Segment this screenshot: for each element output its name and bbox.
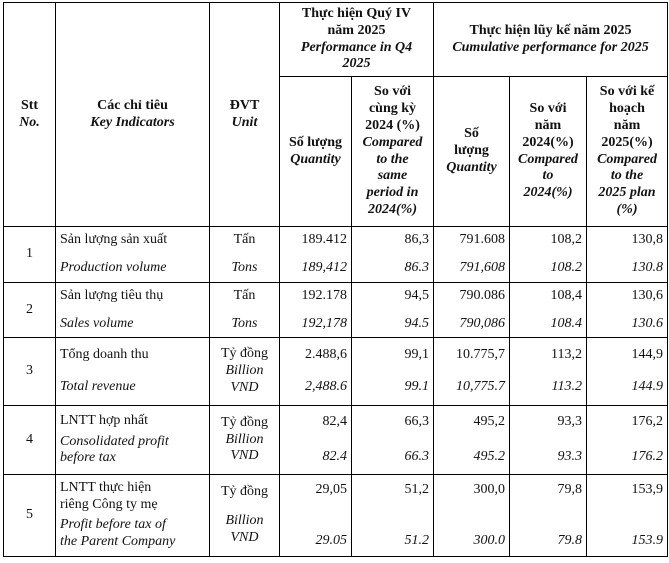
row-indicator — [56, 406, 210, 475]
cum-qty-en: 300.0 — [473, 532, 505, 548]
unit-en: Tons — [231, 260, 258, 275]
indicator-vn-2: riêng Công ty mẹ — [60, 497, 158, 513]
table-row — [4, 475, 668, 557]
q4-cmp-vn: 94,5 — [404, 287, 429, 303]
unit-en-2: VND — [230, 379, 259, 395]
unit-en-1: Billion — [225, 513, 264, 529]
header-q4-qty-en: Quantity — [290, 151, 341, 167]
q4-qty-cell — [280, 338, 352, 406]
plan-cmp-en: 130.6 — [631, 315, 664, 331]
q4-cmp-cell — [352, 338, 434, 406]
plan-cmp-vn: 130,6 — [631, 287, 664, 303]
cum-cmp-en: 108.4 — [550, 315, 582, 331]
q4-qty-vn: 192.178 — [301, 287, 347, 303]
indicator-vn: Tổng doanh thu — [60, 347, 149, 363]
row-stt: 5 — [4, 475, 56, 557]
q4-qty-cell — [280, 475, 352, 557]
unit-en-1: Billion — [225, 431, 264, 447]
q4-cmp-cell — [352, 406, 434, 475]
cum-qty-en: 791,608 — [459, 260, 505, 275]
cum-cmp-en: 113.2 — [551, 379, 582, 394]
indicator-en: Production volume — [60, 260, 167, 275]
table-row — [4, 406, 668, 475]
cum-cmp-cell — [510, 406, 587, 475]
cum-cmp-en: 108.2 — [550, 260, 582, 275]
header-row-1 — [4, 3, 668, 77]
header-cum-qty-en: Quantity — [446, 159, 497, 175]
q4-qty-en: 189,412 — [301, 260, 347, 275]
header-plan-cmp-vn-3: năm — [613, 117, 641, 133]
header-q4-cmp-en-1: Compared — [362, 134, 423, 150]
cum-qty-vn: 10.775,7 — [456, 347, 505, 363]
row-unit — [210, 283, 280, 338]
q4-qty-vn: 2.488,6 — [305, 347, 347, 363]
unit-vn: Tỷ đồng — [220, 484, 269, 500]
plan-cmp-en: 176.2 — [631, 449, 664, 464]
q4-cmp-cell — [352, 283, 434, 338]
row-stt: 2 — [4, 283, 56, 338]
q4-cmp-vn: 66,3 — [404, 414, 429, 430]
q4-qty-cell — [280, 227, 352, 283]
cum-cmp-vn: 93,3 — [557, 414, 582, 430]
q4-cmp-en: 86.3 — [404, 260, 429, 275]
header-q4-cmp-vn-1: So với — [374, 84, 411, 100]
q4-cmp-en: 66.3 — [404, 449, 429, 464]
kpi-table — [3, 2, 668, 557]
table-row — [4, 227, 668, 283]
plan-cmp-cell — [587, 406, 668, 475]
header-q4-group — [280, 3, 434, 77]
table-row — [4, 283, 668, 338]
plan-cmp-en: 144.9 — [631, 379, 664, 394]
q4-qty-cell — [280, 406, 352, 475]
row-unit — [210, 338, 280, 406]
header-plan-cmp-vn-2: hoạch — [609, 101, 645, 117]
cum-cmp-vn: 108,4 — [550, 287, 582, 303]
plan-cmp-vn: 176,2 — [631, 414, 664, 430]
cum-cmp-cell — [510, 338, 587, 406]
plan-cmp-vn: 144,9 — [631, 347, 664, 363]
row-indicator — [56, 227, 210, 283]
header-plan-cmp-vn-1: So với kế — [599, 84, 655, 100]
cum-qty-vn: 495,2 — [473, 414, 505, 430]
header-q4-cmp-en-5: 2024(%) — [368, 201, 417, 217]
cum-qty-vn: 791.608 — [459, 232, 505, 248]
header-q4-cmp-en-3: same — [377, 168, 408, 184]
cum-qty-cell — [434, 338, 510, 406]
q4-qty-cell — [280, 283, 352, 338]
indicator-en-2: before tax — [60, 450, 116, 466]
plan-cmp-vn: 130,8 — [631, 232, 664, 248]
q4-qty-vn: 82,4 — [322, 414, 347, 430]
row-stt: 1 — [4, 227, 56, 283]
indicator-vn: Sản lượng tiêu thụ — [60, 287, 164, 303]
header-cum-group — [434, 3, 668, 77]
indicator-vn: LNTT hợp nhất — [60, 412, 149, 428]
cum-qty-cell — [434, 406, 510, 475]
q4-cmp-vn: 51,2 — [404, 481, 429, 497]
unit-en: Tons — [231, 315, 258, 331]
cum-qty-en: 10,775.7 — [456, 379, 505, 394]
header-stt — [4, 3, 56, 227]
indicator-vn-1: LNTT thực hiện — [60, 480, 152, 496]
header-indicator-en: Key Indicators — [90, 114, 175, 130]
unit-vn: Tấn — [233, 232, 256, 248]
header-q4-en-2: 2025 — [342, 56, 371, 72]
header-cum-cmp-vn-2: năm — [534, 117, 562, 133]
row-stt: 3 — [4, 338, 56, 406]
indicator-en: Sales volume — [60, 315, 134, 331]
header-q4-qty — [280, 77, 352, 227]
indicator-en-1: Consolidated profit — [60, 433, 169, 449]
cum-cmp-vn: 79,8 — [557, 481, 582, 497]
row-unit — [210, 406, 280, 475]
header-cum-cmp-en-1: Compared — [518, 151, 578, 167]
header-indicator — [56, 3, 210, 227]
q4-qty-en: 192,178 — [301, 315, 347, 331]
unit-vn: Tấn — [233, 287, 256, 303]
cum-qty-cell — [434, 283, 510, 338]
header-q4-vn-1: Thực hiện Quý IV — [301, 5, 412, 21]
cum-cmp-cell — [510, 283, 587, 338]
unit-en-2: VND — [230, 448, 259, 464]
plan-cmp-en: 153.9 — [631, 532, 664, 548]
cum-qty-en: 495.2 — [473, 449, 505, 464]
header-cum-cmp-vn-1: So với — [529, 101, 567, 117]
indicator-en: Total revenue — [60, 379, 136, 394]
header-cum-cmp-en-3: 2024(%) — [523, 185, 573, 201]
header-cum-cmp-en-2: to — [542, 168, 554, 184]
header-q4-cmp-vn-3: 2024 (%) — [365, 117, 420, 133]
row-unit — [210, 227, 280, 283]
row-indicator — [56, 475, 210, 557]
q4-qty-en: 82.4 — [322, 449, 347, 464]
unit-vn: Tỷ đồng — [220, 414, 269, 430]
cum-cmp-cell — [510, 227, 587, 283]
cum-qty-en: 790,086 — [459, 315, 505, 331]
header-plan-cmp-en-4: (%) — [616, 201, 638, 217]
unit-en-2: VND — [230, 529, 259, 545]
header-unit-en: Unit — [231, 114, 258, 130]
indicator-en-1: Profit before tax of — [60, 517, 166, 532]
plan-cmp-cell — [587, 475, 668, 557]
q4-qty-vn: 189.412 — [301, 232, 347, 248]
header-plan-cmp-en-1: Compared — [597, 151, 657, 167]
cum-cmp-cell — [510, 475, 587, 557]
row-stt: 4 — [4, 406, 56, 475]
cum-qty-vn: 300,0 — [473, 481, 505, 497]
header-stt-en: No. — [19, 114, 40, 130]
header-cum-cmp — [510, 77, 587, 227]
unit-vn: Tỷ đồng — [220, 346, 269, 362]
q4-qty-en: 29.05 — [315, 532, 347, 548]
header-q4-qty-vn: Số lượng — [288, 134, 343, 150]
plan-cmp-cell — [587, 338, 668, 406]
header-unit-vn: ĐVT — [229, 97, 260, 113]
cum-qty-cell — [434, 227, 510, 283]
unit-en-1: Billion — [225, 363, 264, 379]
q4-qty-en: 2,488.6 — [305, 379, 347, 394]
header-plan-cmp-en-2: to the — [610, 168, 644, 184]
header-stt-vn: Stt — [20, 97, 39, 113]
header-q4-cmp — [352, 77, 434, 227]
indicator-vn: Sản lượng sản xuất — [60, 232, 168, 248]
header-cum-vn: Thực hiện lũy kế năm 2025 — [469, 22, 632, 38]
header-plan-cmp-vn-4: 2025(%) — [601, 134, 653, 150]
plan-cmp-vn: 153,9 — [631, 481, 664, 497]
header-cum-qty-vn-2: lượng — [454, 143, 489, 159]
header-indicator-vn: Các chỉ tiêu — [97, 97, 168, 113]
header-unit — [210, 3, 280, 227]
cum-cmp-en: 93.3 — [557, 449, 582, 464]
header-plan-cmp-en-3: 2025 plan — [598, 185, 656, 201]
header-cum-en: Cumulative performance for 2025 — [452, 39, 649, 55]
plan-cmp-en: 130.8 — [631, 260, 664, 275]
q4-cmp-en: 94.5 — [404, 315, 429, 331]
q4-cmp-en: 51.2 — [404, 532, 429, 548]
cum-cmp-vn: 108,2 — [550, 232, 582, 248]
header-cum-qty — [434, 77, 510, 227]
q4-qty-vn: 29,05 — [315, 481, 347, 497]
indicator-en-2: the Parent Company — [60, 533, 176, 549]
header-cum-cmp-vn-3: 2024(%) — [522, 134, 574, 150]
row-indicator — [56, 338, 210, 406]
header-q4-cmp-en-2: to the — [376, 151, 409, 167]
row-unit — [210, 475, 280, 557]
q4-cmp-cell — [352, 475, 434, 557]
header-q4-vn-2: năm 2025 — [327, 22, 386, 38]
header-plan-cmp — [587, 77, 668, 227]
header-q4-cmp-en-4: period in — [366, 185, 419, 201]
header-q4-cmp-vn-2: cùng kỳ — [368, 101, 417, 117]
header-q4-en-1: Performance in Q4 — [300, 39, 413, 55]
header-cum-qty-vn-1: Số — [464, 126, 479, 142]
q4-cmp-vn: 86,3 — [404, 232, 429, 248]
row-indicator — [56, 283, 210, 338]
plan-cmp-cell — [587, 283, 668, 338]
cum-qty-vn: 790.086 — [459, 287, 505, 303]
cum-cmp-vn: 113,2 — [551, 347, 582, 363]
q4-cmp-cell — [352, 227, 434, 283]
q4-cmp-vn: 99,1 — [404, 347, 429, 363]
cum-qty-cell — [434, 475, 510, 557]
plan-cmp-cell — [587, 227, 668, 283]
cum-cmp-en: 79.8 — [557, 532, 582, 548]
q4-cmp-en: 99.1 — [404, 379, 429, 394]
table-row — [4, 338, 668, 406]
